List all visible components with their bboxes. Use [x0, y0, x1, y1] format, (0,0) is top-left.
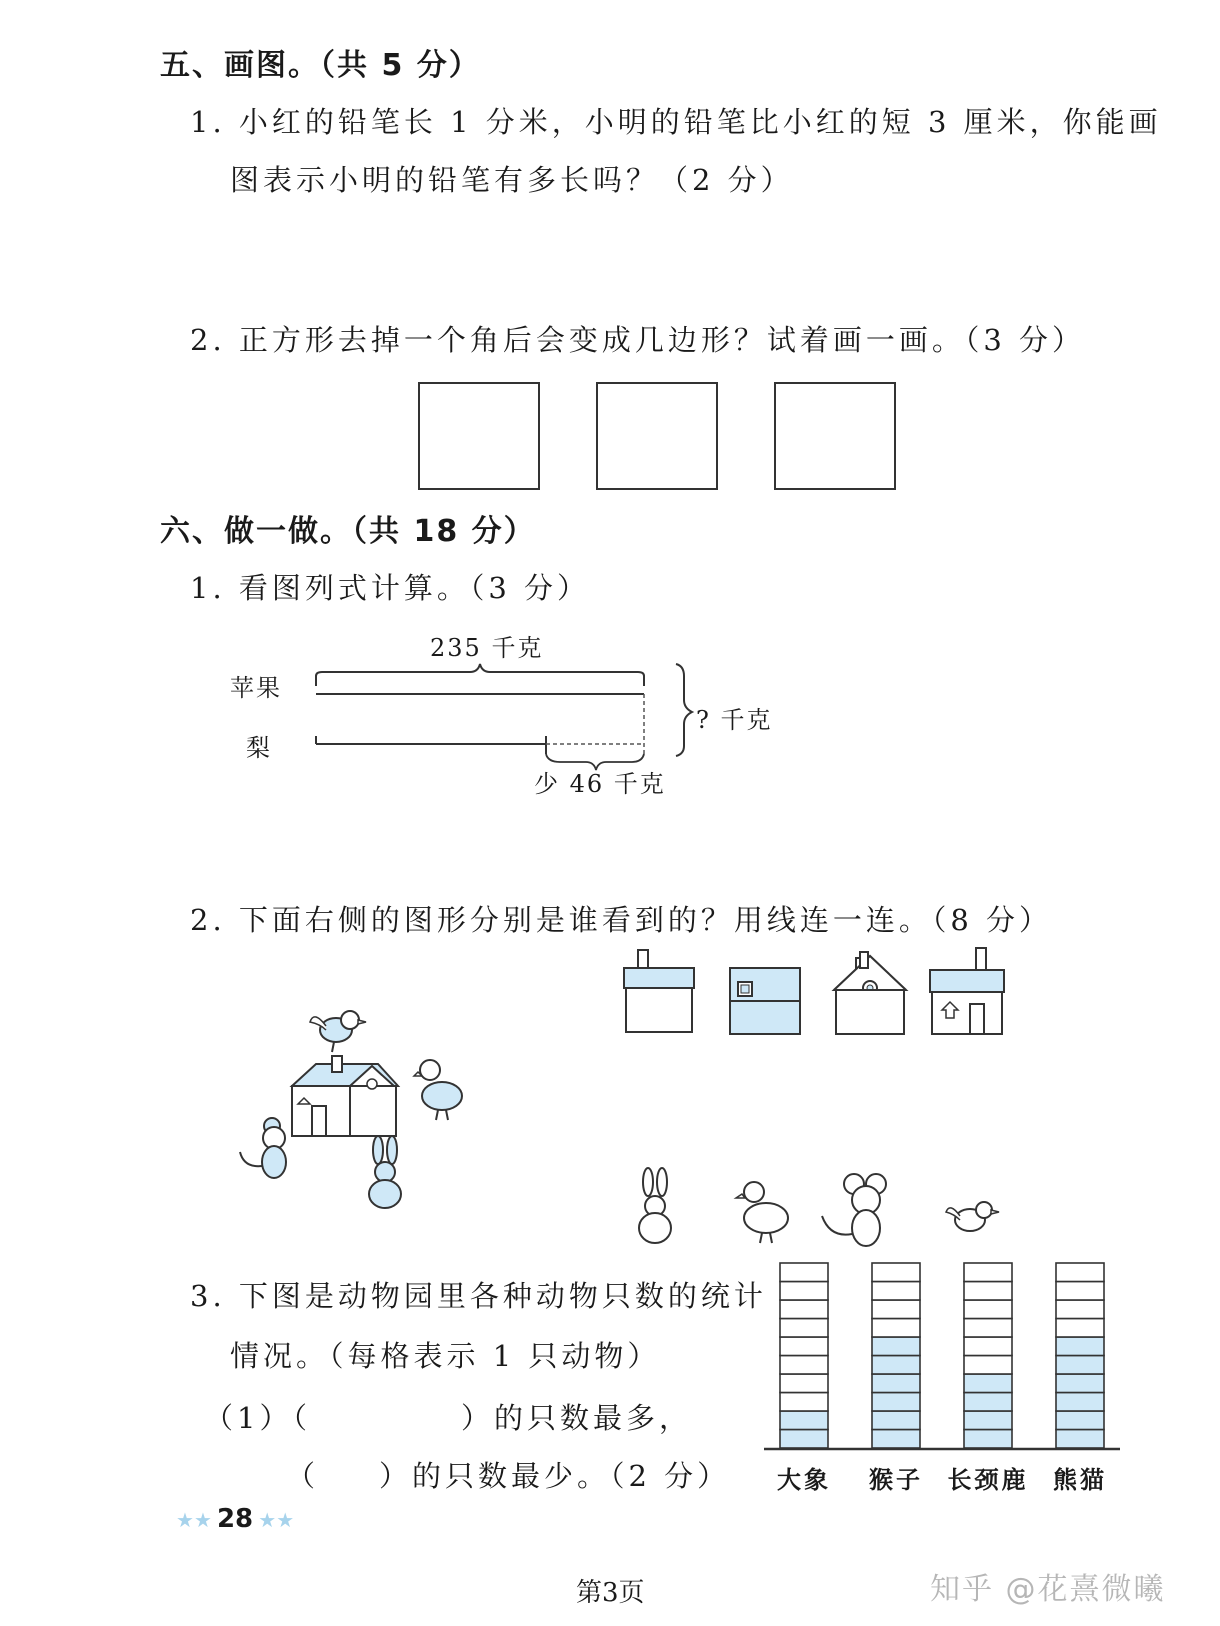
bar-cell-filled: [872, 1374, 920, 1393]
question-6-3-line1: 3. 下图是动物园里各种动物只数的统计: [190, 1279, 767, 1313]
bar-cell-empty: [1056, 1300, 1104, 1319]
view-door-side-icon: [928, 948, 1006, 1038]
bar-cell-empty: [780, 1393, 828, 1412]
rabbit-icon: [630, 1168, 678, 1248]
bar-cell-empty: [1056, 1282, 1104, 1301]
bar-cell-filled: [964, 1393, 1012, 1412]
duck-icon: [736, 1176, 792, 1246]
page-footer: 第3页: [576, 1578, 645, 1608]
question-6-2: 2. 下面右侧的图形分别是谁看到的？用线连一连。（8 分）: [190, 903, 1053, 937]
answer-close-least: ）的只数最少。（2 分）: [379, 1459, 731, 1493]
star-icon: ★: [258, 1508, 277, 1532]
answer-open-most: （1）（: [204, 1401, 311, 1435]
bird-icon: [944, 1192, 1000, 1242]
question-6-3-1-line1: [204, 1396, 692, 1437]
difference-label: 少 46 千克: [534, 770, 666, 798]
bar-cell-empty: [780, 1374, 828, 1393]
bar-cell-empty: [964, 1337, 1012, 1356]
question-6-1: 1. 看图列式计算。（3 分）: [190, 571, 591, 605]
bar-column-1: [780, 1263, 828, 1448]
bar-cell-filled: [872, 1337, 920, 1356]
bar-cell-filled: [1056, 1393, 1104, 1412]
bar-cell-empty: [872, 1282, 920, 1301]
scene-bird-icon: [306, 1000, 366, 1056]
bar-cell-filled: [872, 1393, 920, 1412]
pear-label: 梨: [246, 734, 272, 762]
section6-title: 六、做一做。（共 18 分）: [160, 514, 536, 549]
bar-cell-empty: [872, 1300, 920, 1319]
bar-cell-filled: [780, 1430, 828, 1449]
bar-cell-empty: [780, 1263, 828, 1282]
star-icon: ★: [193, 1508, 212, 1532]
scene-duck-icon: [414, 1054, 468, 1124]
question-6-3-1-line2: [286, 1454, 730, 1495]
bar-column-2: [872, 1263, 920, 1448]
category-label: 长颈鹿: [947, 1465, 1029, 1494]
bar-column-3: [964, 1263, 1012, 1448]
question-5-1-line1: 1. 小红的铅笔长 1 分米，小明的铅笔比小红的短 3 厘米，你能画: [190, 105, 1162, 139]
bar-cell-empty: [964, 1300, 1012, 1319]
bar-cell-empty: [964, 1263, 1012, 1282]
bar-cell-filled: [1056, 1337, 1104, 1356]
bar-cell-filled: [964, 1374, 1012, 1393]
bar-cell-empty: [780, 1337, 828, 1356]
book-page-number: 28: [216, 1504, 254, 1534]
animal-count-chart: [760, 1258, 1130, 1458]
bar-cell-filled: [872, 1430, 920, 1449]
section5-title: 五、画图。（共 5 分）: [160, 48, 481, 83]
star-icon: ★: [176, 1508, 194, 1532]
total-label: 235 千克: [430, 634, 544, 662]
bar-cell-filled: [964, 1430, 1012, 1449]
bar-cell-empty: [964, 1356, 1012, 1375]
category-label: 大象: [777, 1465, 831, 1494]
scene-rabbit-icon: [360, 1136, 408, 1212]
book-page-marker: [176, 1504, 294, 1534]
question-5-1-line2: 图表示小明的铅笔有多长吗？（2 分）: [230, 163, 794, 197]
bar-cell-empty: [780, 1300, 828, 1319]
bar-column-4: [1056, 1263, 1104, 1448]
watermark: 知乎 @花熹微曦: [930, 1572, 1166, 1607]
bar-cell-empty: [780, 1319, 828, 1338]
bar-cell-empty: [872, 1263, 920, 1282]
scene-house-icon: [290, 1056, 400, 1140]
bar-cell-empty: [780, 1356, 828, 1375]
view-top-icon: [728, 966, 802, 1038]
question-mass-label: ? 千克: [696, 706, 773, 734]
bar-cell-filled: [1056, 1411, 1104, 1430]
bar-cell-empty: [964, 1319, 1012, 1338]
view-front-icon: [622, 950, 696, 1036]
bar-cell-empty: [964, 1282, 1012, 1301]
answer-open-least: （: [286, 1459, 320, 1493]
bar-cell-filled: [872, 1411, 920, 1430]
question-6-3-line2: 情况。（每格表示 1 只动物）: [230, 1339, 661, 1373]
bar-cell-empty: [780, 1282, 828, 1301]
bar-cell-empty: [872, 1319, 920, 1338]
category-label: 熊猫: [1053, 1465, 1107, 1494]
answer-close-most: ）的只数最多，: [460, 1401, 692, 1435]
mouse-icon: [820, 1172, 892, 1250]
bar-cell-empty: [1056, 1319, 1104, 1338]
view-side-icon: [830, 952, 910, 1038]
bar-cell-empty: [1056, 1263, 1104, 1282]
bar-cell-filled: [1056, 1356, 1104, 1375]
bar-cell-filled: [964, 1411, 1012, 1430]
category-label: 猴子: [869, 1465, 923, 1494]
bar-cell-filled: [1056, 1430, 1104, 1449]
star-icon: ★: [276, 1508, 295, 1532]
bar-cell-filled: [780, 1411, 828, 1430]
bar-cell-filled: [1056, 1374, 1104, 1393]
question-5-2: 2. 正方形去掉一个角后会变成几边形？试着画一画。（3 分）: [190, 323, 1086, 357]
scene-mouse-icon: [238, 1116, 294, 1182]
apple-label: 苹果: [230, 674, 282, 702]
bar-cell-filled: [872, 1356, 920, 1375]
